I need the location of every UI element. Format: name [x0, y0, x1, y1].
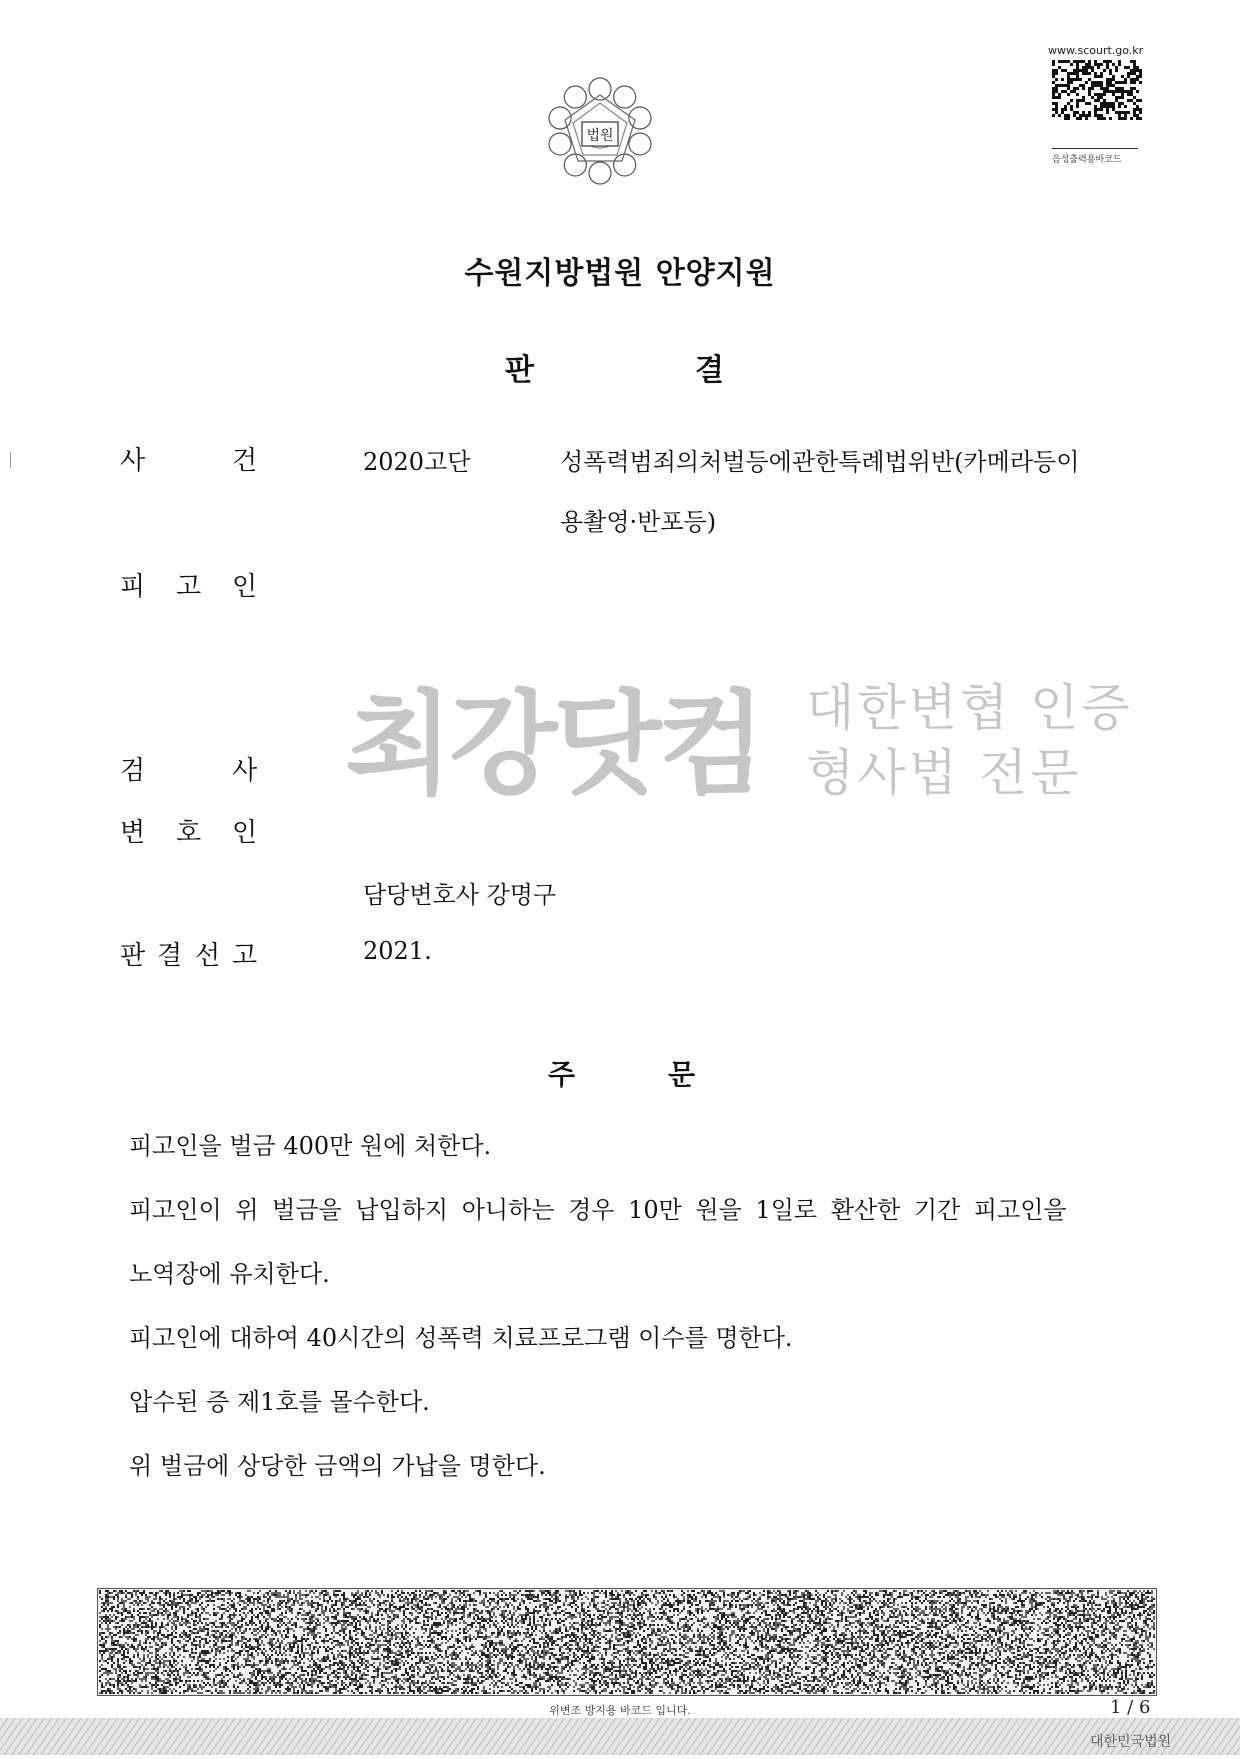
qr-divider: [1052, 148, 1138, 149]
verdict-label-char: 판: [120, 935, 145, 972]
case-name-line2: 용촬영·반포등): [560, 502, 716, 537]
barcode-caption: 위변조 방지용 바코드 입니다.: [0, 1702, 1240, 1718]
ruling-line: 압수된 증 제1호를 몰수한다.: [129, 1382, 430, 1417]
anti-forgery-barcode-icon: [97, 1588, 1157, 1696]
seal-text: 법원: [586, 127, 613, 144]
defendant-label-char: 인: [232, 566, 257, 603]
watermark-sub-line2: 형사법 전문: [806, 733, 1081, 805]
doc-title-char: 결: [695, 345, 724, 389]
site-url[interactable]: www.scourt.go.kr: [1048, 44, 1143, 57]
watermark-sub-line1: 대한변협 인증: [806, 668, 1133, 740]
ruling-line: 피고인을 벌금 400만 원에 처한다.: [129, 1126, 491, 1161]
ruling-line: 피고인이 위 벌금을 납입하지 아니하는 경우 10만 원을 1일로 환산한 기간 피고인을: [129, 1190, 1067, 1225]
court-name: 수원지방법원 안양지원: [0, 248, 1240, 292]
case-label-char: 건: [232, 440, 257, 477]
ruling-line: 노역장에 유치한다.: [129, 1254, 330, 1289]
issuer-mark: 대한민국법원: [1090, 1731, 1171, 1751]
ruling-line: 피고인에 대하여 40시간의 성폭력 치료프로그램 이수를 명한다.: [129, 1318, 793, 1353]
qr-code-icon: [1052, 60, 1142, 120]
footer-shade: [0, 1718, 1240, 1755]
prosecutor-label-char: 사: [232, 750, 257, 787]
prosecutor-label-char: 검: [120, 750, 145, 787]
verdict-date: 2021.: [363, 937, 432, 965]
counsel-label-char: 인: [232, 812, 257, 849]
counsel-label-char: 변: [120, 812, 145, 849]
verdict-label-char: 결: [157, 935, 182, 972]
verdict-label-char: 선: [195, 935, 220, 972]
counsel-label-char: 호: [176, 812, 201, 849]
case-number: 2020고단: [363, 442, 470, 477]
court-seal-icon: [545, 73, 655, 193]
watermark-main: 최강닷컴: [345, 655, 762, 816]
ruling-title-char: 주: [548, 1053, 575, 1093]
page-number: 1 / 6: [1110, 1697, 1150, 1718]
case-name-line1: 성폭력범죄의처벌등에관한특례법위반(카메라등이: [560, 442, 1079, 477]
doc-title-char: 판: [505, 345, 534, 389]
ruling-title-char: 문: [668, 1053, 695, 1093]
verdict-label-char: 고: [232, 935, 257, 972]
qr-caption: 음성출력용바코드: [1052, 152, 1122, 165]
ruling-line: 위 벌금에 상당한 금액의 가납을 명한다.: [129, 1446, 546, 1481]
scan-mark: [10, 452, 11, 468]
defendant-label-char: 고: [176, 566, 201, 603]
counsel-attorney: 담당변호사 강명구: [363, 875, 556, 910]
case-label-char: 사: [120, 440, 145, 477]
defendant-label-char: 피: [120, 566, 145, 603]
